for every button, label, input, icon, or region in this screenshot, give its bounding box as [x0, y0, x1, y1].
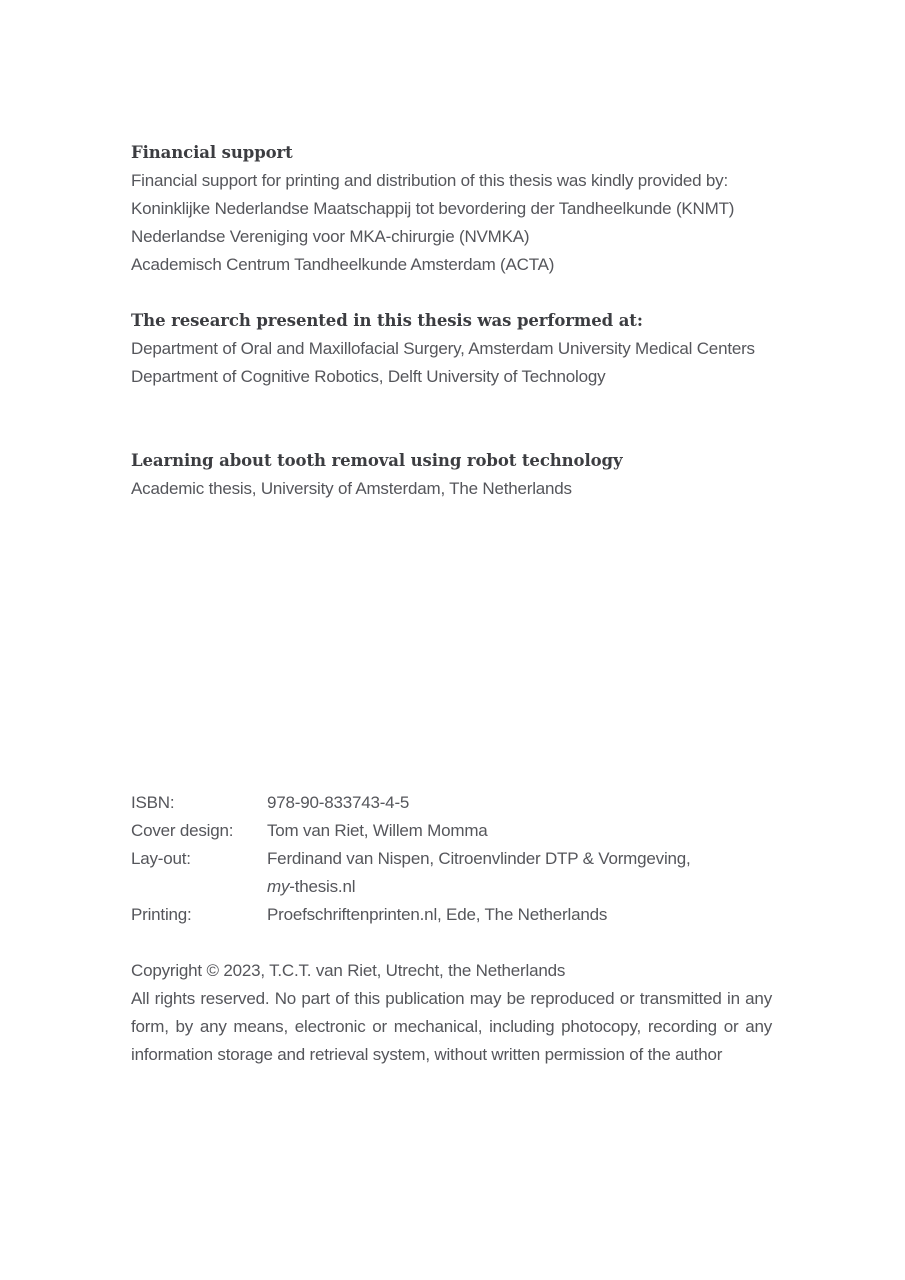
- colophon-table: [131, 789, 772, 929]
- colophon-row-isbn: [131, 789, 772, 817]
- thesis-title-section: [131, 447, 772, 503]
- copyright-section: [131, 957, 772, 1069]
- colophon-value-italic: my: [267, 877, 290, 896]
- thesis-title: Learning about tooth removal using robot technology: [131, 451, 623, 470]
- financial-sponsor-knmt: Koninklijke Nederlandse Maatschappij tot bevordering der Tandheelkunde (KNMT): [131, 199, 735, 218]
- colophon-row-cover-design: [131, 817, 772, 845]
- colophon-label: [131, 873, 267, 901]
- colophon-label: Printing:: [131, 905, 192, 924]
- thesis-subtitle: Academic thesis, University of Amsterdam, The Netherlands: [131, 479, 572, 498]
- colophon-value-rest: -thesis.nl: [289, 877, 356, 896]
- colophon-label: Lay-out:: [131, 849, 191, 868]
- colophon-label: Cover design:: [131, 821, 234, 840]
- colophon-row-printing: [131, 901, 772, 929]
- financial-sponsor-acta: Academisch Centrum Tandheelkunde Amsterdam (ACTA): [131, 255, 555, 274]
- colophon-row-layout-continued: [131, 873, 772, 901]
- financial-support-section: [131, 139, 772, 279]
- research-locations-section: [131, 307, 772, 391]
- financial-sponsor-nvmka: Nederlandse Vereniging voor MKA-chirurgie (NVMKA): [131, 227, 530, 246]
- rights-statement: All rights reserved. No part of this publication may be reproduced or transmitted in any form, by any means, electronic or mechanical, including photocopy, recording or any information storage and retrieval system, without written permission of the author: [131, 989, 772, 1064]
- colophon-label: ISBN:: [131, 793, 175, 812]
- research-location-amsterdam: Department of Oral and Maxillofacial Surgery, Amsterdam University Medical Centers: [131, 339, 755, 358]
- financial-support-heading: Financial support: [131, 143, 293, 162]
- research-location-delft: Department of Cognitive Robotics, Delft University of Technology: [131, 367, 606, 386]
- financial-support-intro: Financial support for printing and distribution of this thesis was kindly provided by:: [131, 171, 729, 190]
- colophon-value: [267, 873, 772, 901]
- colophon-value: Ferdinand van Nispen, Citroenvlinder DTP & Vormgeving,: [267, 849, 691, 868]
- copyright-line: Copyright © 2023, T.C.T. van Riet, Utrecht, the Netherlands: [131, 961, 566, 980]
- colophon-value: Proefschriftenprinten.nl, Ede, The Netherlands: [267, 905, 608, 924]
- colophon-row-layout: [131, 845, 772, 873]
- colophon-value: Tom van Riet, Willem Momma: [267, 821, 488, 840]
- research-locations-heading: The research presented in this thesis was performed at:: [131, 311, 643, 330]
- colophon-value: 978-90-833743-4-5: [267, 793, 410, 812]
